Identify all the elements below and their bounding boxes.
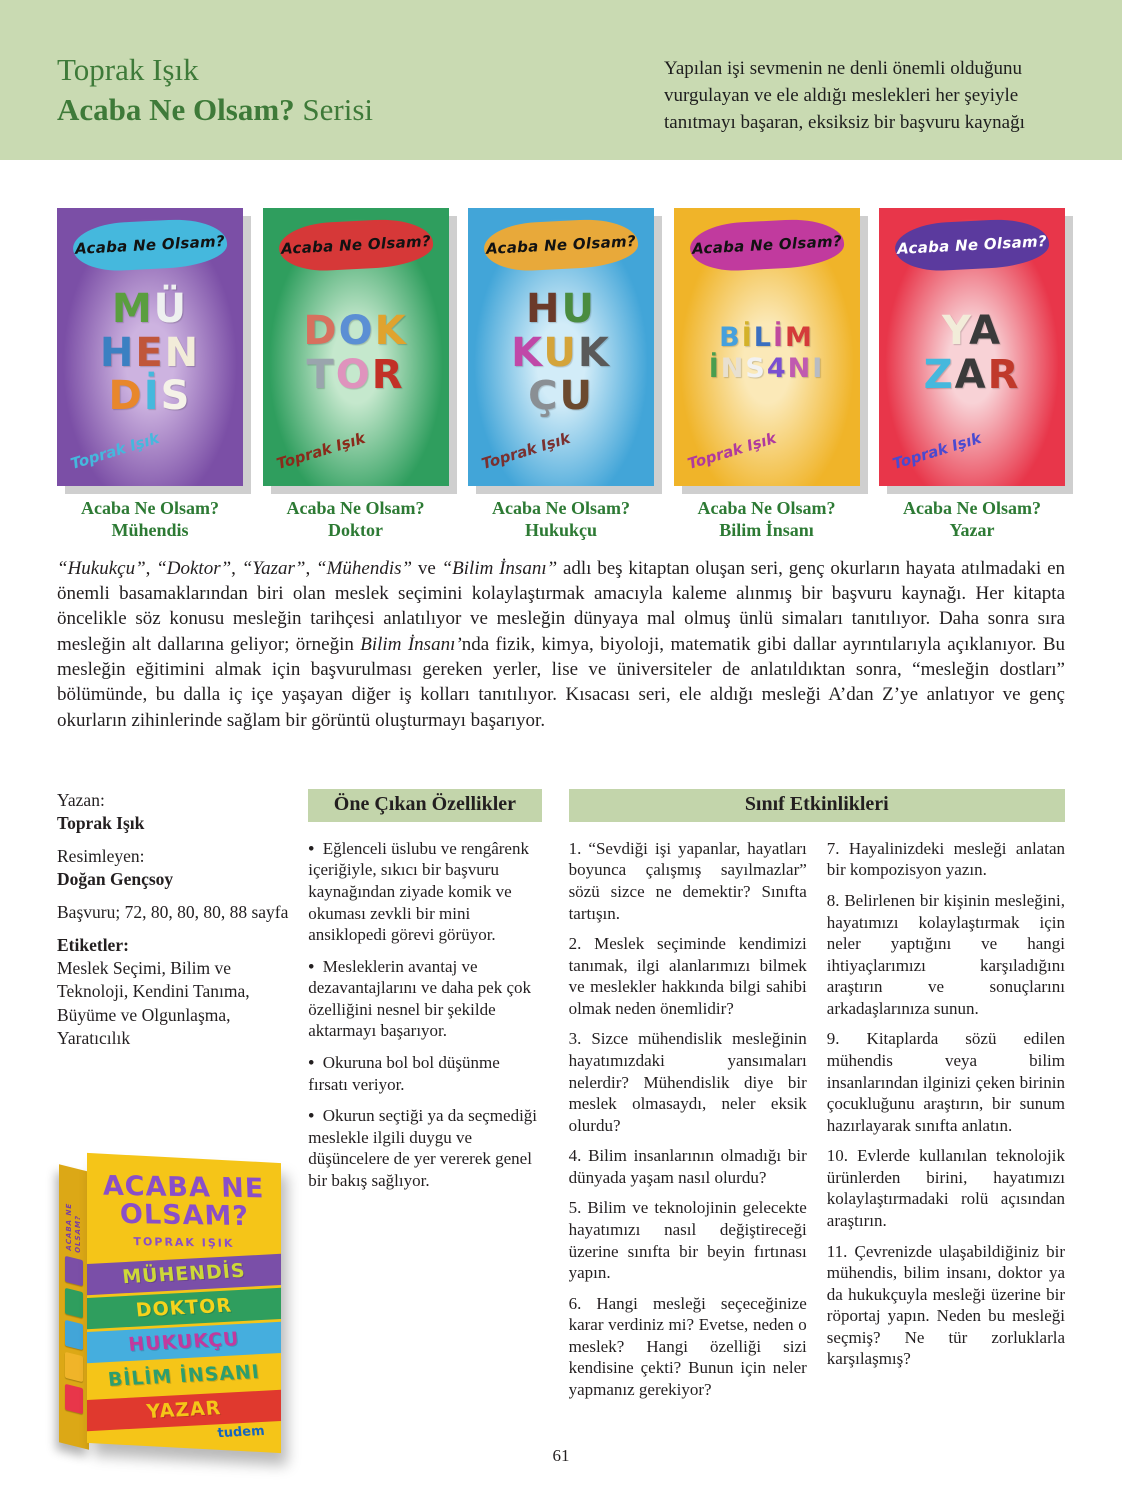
cover-letter: L [753, 321, 773, 353]
book-cover [879, 208, 1065, 542]
activity-number: 11. [826, 1241, 848, 1261]
cover-letter: S [160, 373, 192, 420]
cover-letter: İ [772, 321, 786, 353]
cover-letter: İ [741, 321, 754, 353]
activity-number: 8. [826, 890, 840, 910]
cover-title-letters [263, 282, 449, 424]
illustrator-value: Doğan Gençsoy [57, 869, 174, 890]
illustrator-label: Resimleyen: [57, 845, 145, 866]
bullet-icon: • [308, 1106, 315, 1126]
cover-letter: U [561, 285, 596, 332]
boxset-stripe: MÜHENDİS [87, 1253, 281, 1295]
activities-column [569, 789, 1065, 1410]
cover-title-row [879, 307, 1065, 354]
activity-item: 8. Belirlenen bir kişinin mesleğini, hayatımızı kolaylaştırmak için neler yaptığını ve hangi ihtiyaçlarımızı karşıladığını araştırın ve sonuçlarını arkadaşlarınıza sunun. [826, 890, 1065, 1018]
book-cover [468, 208, 654, 542]
cover-title-row [468, 373, 654, 420]
book-cover [674, 208, 860, 542]
boxset-spine-thumbnail [65, 1287, 83, 1317]
description-segment: , [305, 557, 317, 579]
cover-title-row [879, 351, 1065, 398]
cover-author-signature: Toprak Işık [890, 428, 984, 474]
description-segment: , [231, 557, 242, 579]
cover-letter: O [338, 307, 375, 354]
cover-author-signature: Toprak Işık [273, 428, 367, 474]
bullet-icon: • [308, 956, 315, 976]
review-quote: Yapılan işi sevmenin ne denli önemli olduğunu vurgulayan ve ele aldığı meslekleri her şeyiyle tanıtmayı başaran, eksiksiz bir başvuru kaynağı [664, 58, 1025, 133]
cover-caption [674, 498, 860, 542]
activity-number: 1. [568, 838, 582, 858]
cover-title-row [468, 285, 654, 332]
boxset-stripe: YAZAR [87, 1389, 281, 1431]
activity-number: 7. [826, 838, 840, 858]
description-segment: “Mühendis” [316, 557, 413, 579]
description-segment: adlı beş kitaptan oluşan seri, genç okurların hayata atılmadaki en önemli basamaklarından biri olan meslek seçimini kolaylaştırmak amacıyla kaleme alınmış bir başvuru kaynağı. Her kitapta öncelikle söz konusu mesleğin tarihçesi anlatılıyor ve mesleğin dünyaya mal olmuş ünlü simaları tanıtılıyor. Daha sonra sıra mesleğin alt dallarına geliyor; örneğin [57, 557, 1066, 655]
cover-letter: M [111, 285, 154, 332]
cover-letter: Ü [153, 285, 189, 332]
cover-title-row [57, 285, 243, 332]
cover-caption [468, 498, 654, 542]
feature-item: • Okuruna bol bol düşünme fırsatı veriyor. [308, 1052, 500, 1094]
features-list [308, 838, 541, 1192]
activity-item: 5. Bilim ve teknolojinin gelecekte hayatımızı nasıl değiştireceği üzerine sınıfta bir beyin fırtınası yapın. [568, 1198, 807, 1283]
cover-letter: S [745, 352, 767, 384]
cover-author-signature: Toprak Işık [479, 428, 573, 474]
cover-author-signature: Toprak Işık [68, 428, 162, 474]
author-block [57, 789, 303, 835]
activity-item: 3. Sizce mühendislik mesleğinin hayatımızdaki yansımaları nelerdir? Mühendislik diye bir meslek olmasaydı, neler eksik olurdu? [568, 1029, 807, 1135]
cover-art [879, 208, 1065, 486]
activity-item: 7. Hayalinizdeki mesleği anlatan bir kompozisyon yazın. [826, 838, 1065, 880]
cover-letter: H [526, 285, 562, 332]
boxset-spine-title: ACABA NE OLSAM? [64, 1201, 82, 1254]
boxset-spine-thumbnail [65, 1319, 83, 1349]
activity-number: 6. [568, 1293, 582, 1313]
cover-letter: 4 [766, 352, 788, 384]
series-title [57, 90, 373, 130]
activity-number: 2. [568, 934, 582, 954]
tags-block [57, 934, 303, 1049]
cover-caption-series: Acaba Ne Olsam? [697, 498, 836, 518]
series-title-bold: Acaba Ne Olsam? [57, 91, 295, 127]
page-title [57, 50, 373, 129]
cover-letter: D [303, 307, 339, 354]
cover-author-signature: Toprak Işık [684, 428, 778, 474]
lower-columns [0, 789, 1122, 1458]
cover-title-row [57, 373, 243, 420]
cover-letter: R [371, 351, 405, 398]
activity-item: 6. Hangi mesleği seçeceğinize karar verdiniz mi? Evetse, neden o meslek? Hangi özelliği sizi kendisine çekti? Bunun için neler yapmanız gerekiyor? [568, 1293, 807, 1400]
cover-caption-series: Acaba Ne Olsam? [286, 498, 425, 518]
cover-title-row [263, 351, 449, 398]
cover-caption-title: Hukukçu [524, 519, 598, 540]
description-segment: , [145, 557, 157, 579]
activity-item: 4. Bilim insanlarının olmadığı bir dünyada yaşam nasıl olurdu? [568, 1146, 807, 1187]
cover-title-letters [674, 282, 860, 424]
cover-series-blob: Acaba Ne Olsam? [894, 217, 1050, 273]
cover-letter: M [785, 321, 814, 353]
description-segment: Bilim İnsanı’ [360, 633, 462, 655]
boxset-image [57, 1158, 283, 1458]
cover-title-row [674, 321, 860, 353]
boxset-stripe: DOKTOR [87, 1287, 281, 1329]
cover-letter: H [99, 329, 136, 376]
cover-letter: O [335, 351, 372, 398]
cover-art [468, 208, 654, 486]
description-segment: “Doktor” [156, 557, 232, 579]
cover-title-letters [57, 282, 243, 424]
cover-letter: A [969, 307, 1003, 354]
description-segment: ve [412, 557, 442, 579]
cover-caption-title: Doktor [328, 519, 383, 540]
series-description [57, 556, 1065, 733]
cover-series-blob: Acaba Ne Olsam? [72, 217, 228, 273]
cover-caption [57, 498, 243, 542]
cover-letter: U [543, 329, 578, 376]
cover-letter: Y [941, 307, 970, 354]
activity-item: 9. Kitaplarda sözü edilen mühendis veya bilim insanlarından ilginizi çeken birinin çocukluğunu araştırın, bir sunum hazırlayarak sınıfta anlatın. [826, 1029, 1065, 1135]
cover-letter: N [787, 352, 813, 384]
feature-item: • Okurun seçtiği ya da seçmediği meslekle ilgili duygu ve düşüncelere de yer vererek genel bir bakış sağlıyor. [308, 1106, 538, 1190]
cover-title-letters [879, 282, 1065, 424]
page-number: 61 [552, 1446, 570, 1465]
format-line: Başvuru; 72, 80, 80, 80, 88 sayfa [57, 902, 289, 923]
boxset-author: TOPRAK IŞIK [133, 1234, 235, 1250]
cover-letter: Z [923, 351, 955, 398]
description-segment: nda fizik, kimya, biyoloji, matematik gibi dallar ayrıntılarıyla açıklanıyor. Bu mesleğin eğitimini almak için başvurulması gereken yerler, lise ve üniversiteler de anlatıldıktan sonra, “mesleğin dostları” bölümünde, bu dalla iç içe yaşayan diğer iş kolları tanıtılıyor. Kısacası seri, ele aldığı mesleği A’dan Z’ye anlatıyor ve genç okurların zihinlerinde sağlam bir görüntü oluşturmayı başarıyor. [57, 633, 1066, 731]
activity-number: 5. [568, 1198, 582, 1218]
cover-title-row [468, 329, 654, 376]
boxset-stripe: HUKUKÇU [87, 1321, 281, 1363]
cover-letter: K [511, 329, 544, 376]
boxset-title: ACABA NE OLSAM? [102, 1170, 265, 1232]
tags-value: Meslek Seçimi, Bilim ve Teknoloji, Kendini Tanıma, Büyüme ve Olgunlaşma, Yaratıcılık [57, 958, 250, 1048]
publisher-logo: tudem [216, 1423, 266, 1441]
cover-series-blob: Acaba Ne Olsam? [483, 217, 639, 273]
boxset-stripes [87, 1253, 281, 1430]
book-cover [263, 208, 449, 542]
cover-title-letters [468, 282, 654, 424]
activity-number: 10. [826, 1146, 849, 1166]
activity-item: 11. Çevrenizde ulaşabildiğiniz bir mühendis, bilim insanı, doktor ya da hukukçuyla mesleği üzerine bir röportaj yapın. Neden bu mesleği seçmiş? Ne tür zorluklarla karşılaşmış? [826, 1241, 1065, 1369]
illustrator-block [57, 845, 303, 891]
description-segment: “Yazar” [241, 557, 306, 579]
cover-letter: D [108, 373, 144, 420]
boxset-front [87, 1153, 281, 1453]
cover-letter: K [374, 307, 408, 354]
activities-subcolumn-2 [827, 838, 1065, 1410]
author-value: Toprak Işık [57, 812, 145, 833]
bullet-icon: • [308, 838, 315, 858]
features-column [308, 789, 541, 1202]
activity-number: 3. [568, 1029, 582, 1049]
cover-letter: I [812, 352, 825, 384]
cover-title-row [57, 329, 243, 376]
boxset-spine-thumbnail [65, 1383, 83, 1413]
cover-title-row [263, 307, 449, 354]
activity-number: 9. [826, 1029, 840, 1049]
cover-letter: N [720, 352, 746, 384]
cover-letter: T [306, 351, 336, 398]
cover-caption-series: Acaba Ne Olsam? [492, 498, 630, 518]
cover-caption-series: Acaba Ne Olsam? [903, 498, 1041, 518]
cover-letter: U [559, 373, 594, 420]
boxset-spine-thumbs [65, 1249, 83, 1413]
cover-caption-series: Acaba Ne Olsam? [81, 498, 219, 518]
activities-subcolumn-1 [569, 838, 807, 1410]
cover-art [263, 208, 449, 486]
cover-letter: B [719, 321, 742, 353]
author-label: Yazan: [57, 789, 105, 810]
author-name: Toprak Işık [57, 52, 199, 87]
boxset-stripe: BİLİM İNSANI [87, 1355, 281, 1397]
cover-art [674, 208, 860, 486]
activity-item: 10. Evlerde kullanılan teknolojik ürünlerden birini, hayatımızı kolaylaştırmadaki rolü açısından araştırın. [826, 1146, 1065, 1231]
feature-item: • Eğlenceli üslubu ve rengârenk içeriğiyle, sıkıcı bir başvuru kaynağından ziyade komik ve okuması zevkli bir mini ansiklopedi görevi görüyor. [308, 838, 529, 945]
cover-caption [263, 498, 449, 542]
book-covers-row [0, 208, 1122, 542]
cover-art [57, 208, 243, 486]
boxset-spine-thumbnail [65, 1351, 83, 1381]
activities-body [569, 838, 1065, 1410]
cover-letter: K [577, 329, 611, 376]
bullet-icon: • [308, 1052, 315, 1072]
cover-caption-title: Mühendis [111, 519, 189, 540]
cover-series-blob: Acaba Ne Olsam? [688, 217, 844, 273]
activity-item: 1. “Sevdiği işi yapanlar, hayatları boyunca çalışmış sayılmazlar” sözü sizce ne demektir? Sınıfta tartışın. [568, 838, 807, 923]
cover-caption-title: Bilim İnsanı [719, 519, 814, 540]
book-info-column [57, 789, 303, 1458]
boxset-spine [59, 1164, 89, 1449]
activities-header: Sınıf Etkinlikleri [569, 789, 1065, 822]
activity-item: 2. Meslek seçiminde kendimizi tanımak, ilgi alanlarımızı bilmek ve meslekler hakkında bilgi sahibi olmak neden önemlidir? [568, 934, 807, 1018]
cover-title-row [674, 352, 860, 384]
cover-letter: İ [143, 373, 161, 420]
cover-series-blob: Acaba Ne Olsam? [277, 217, 433, 273]
boxset-spine-thumbnail [65, 1255, 83, 1285]
series-title-rest: Serisi [294, 91, 374, 127]
cover-letter: N [164, 329, 201, 376]
activity-number: 4. [568, 1146, 582, 1166]
cover-letter: E [135, 329, 165, 376]
cover-letter: R [987, 351, 1021, 398]
cover-letter: A [954, 351, 988, 398]
feature-item: • Mesleklerin avantaj ve dezavantajlarını ve daha pek çok özelliğini nesnel bir şekilde aktarmayı başarıyor. [308, 956, 532, 1041]
book-cover [57, 208, 243, 542]
description-segment: “Bilim İnsanı” [441, 557, 558, 579]
features-header: Öne Çıkan Özellikler [308, 789, 541, 822]
cover-letter: Ç [528, 373, 560, 420]
description-segment: “Hukukçu” [57, 557, 146, 579]
tags-label: Etiketler: [57, 935, 129, 956]
cover-caption [879, 498, 1065, 542]
cover-caption-title: Yazar [949, 519, 995, 540]
cover-letter: İ [708, 352, 721, 384]
header-band [0, 0, 1122, 160]
